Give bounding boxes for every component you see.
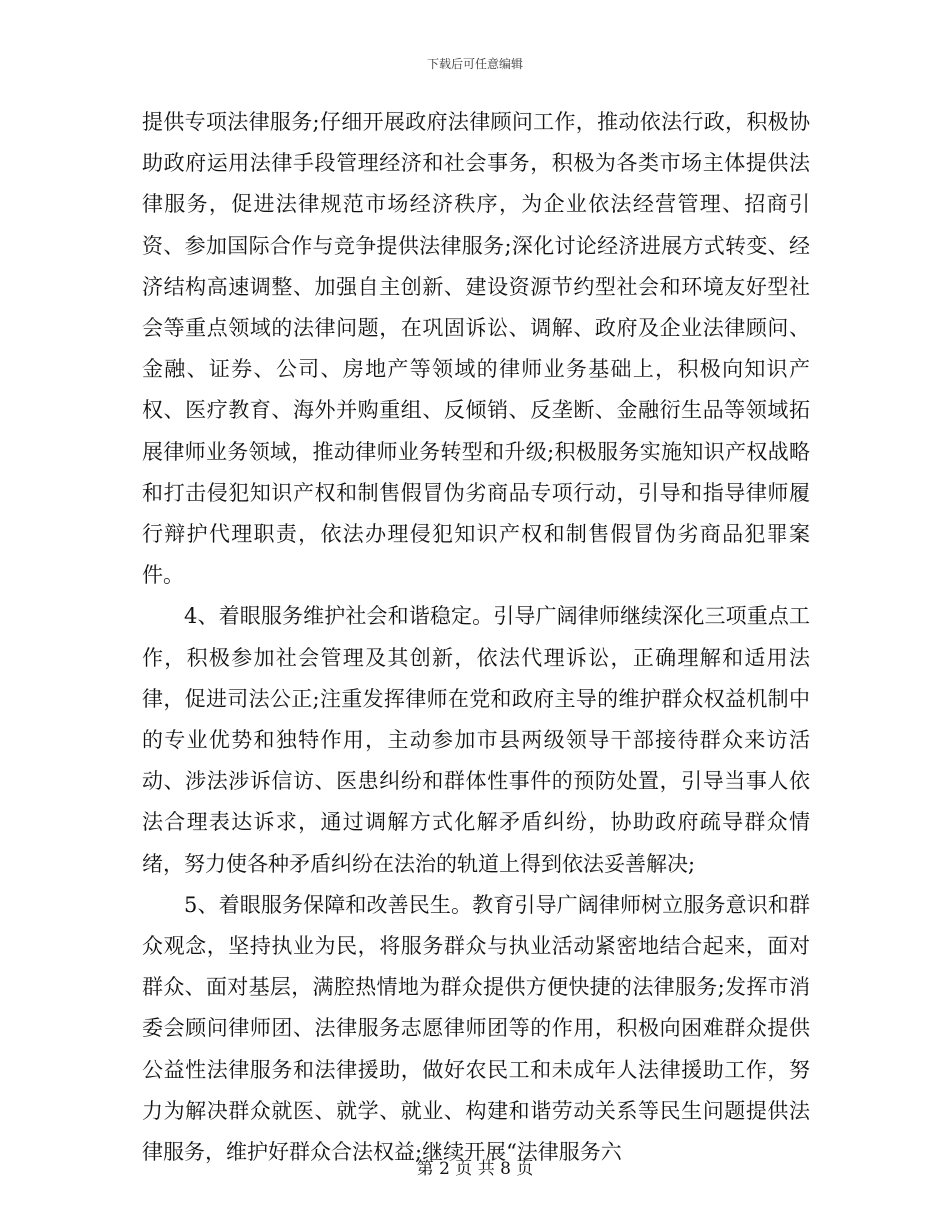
paragraph-continuation: 提供专项法律服务;仔细开展政府法律顾问工作，推动依法行政，积极协助政府运用法律手段管理经济和社会事务，积极为各类市场主体提供法律服务，促进法律规范市场经济秩序，为企业依法经营管理、招商引资、参加国际合作与竞争提供法律服务;深化讨论经济进展方式转变、经济结构高速调整、加强自主创新、建设资源节约型社会和环境友好型社会等重点领域的法律问题，在巩固诉讼、调解、政府及企业法律顾问、金融、证券、公司、房地产等领域的律师业务基础上，积极向知识产权、医疗教育、海外并购重组、反倾销、反垄断、金融衍生品等领域拓展律师业务领域，推动律师业务转型和升级;积极服务实施知识产权战略和打击侵犯知识产权和制售假冒伪劣商品专项行动，引导和指导律师履行辩护代理职责，依法办理侵犯知识产权和制售假冒伪劣商品犯罪案件。 [142, 110, 810, 588]
page-number: 第 2 页 共 8 页 [416, 1159, 534, 1179]
document-body [142, 102, 810, 1173]
paragraph-item-5: 5、着眼服务保障和改善民生。教育引导广阔律师树立服务意识和群众观念，坚持执业为民，将服务群众与执业活动紧密地结合起来，面对群众、面对基层，满腔热情地为群众提供方便快捷的法律服务;发挥市消委会顾问律师团、法律服务志愿律师团等的作用，积极向困难群众提供公益性法律服务和法律援助，做好农民工和未成年人法律援助工作，努力为解决群众就医、就学、就业、构建和谐劳动关系等民生问题提供法律服务，维护好群众合法权益;继续开展“法律服务六 [142, 892, 810, 1165]
paragraph-item-4: 4、着眼服务维护社会和谐稳定。引导广阔律师继续深化三项重点工作，积极参加社会管理及其创新，依法代理诉讼，正确理解和适用法律，促进司法公正;注重发挥律师在党和政府主导的维护群众权益机制中的专业优势和独特作用，主动参加市县两级领导干部接待群众来访活动、涉法涉诉信访、医患纠纷和群体性事件的预防处置，引导当事人依法合理表达诉求，通过调解方式化解矛盾纠纷，协助政府疏导群众情绪，努力使各种矛盾纠纷在法治的轨道上得到依法妥善解决; [142, 604, 810, 876]
page-header: 下载后可任意编辑 [426, 57, 523, 71]
